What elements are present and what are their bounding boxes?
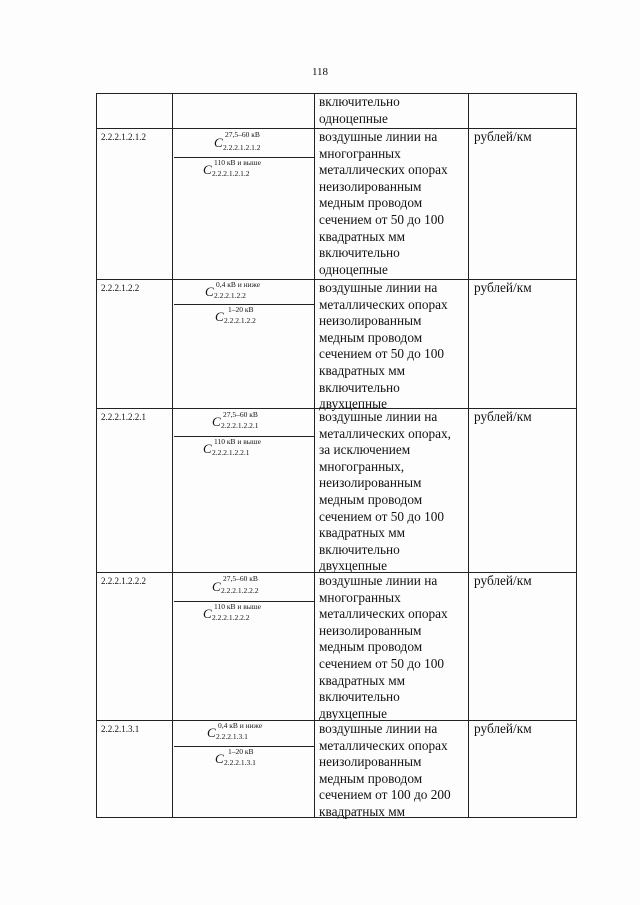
symbol-superscript: 1–20 кВ	[228, 305, 254, 314]
description-line: многогранных	[319, 145, 401, 161]
unit-cell: рублей/км	[474, 721, 532, 736]
description-cell	[315, 721, 469, 817]
symbol-cell	[174, 129, 315, 279]
unit-cell: рублей/км	[474, 409, 532, 424]
symbol-subscript: 2.2.2.1.2.2	[214, 291, 246, 300]
tariff-symbol	[174, 409, 314, 437]
symbol-superscript: 27,5–60 кВ	[223, 574, 258, 583]
description-line: сечением от 50 до 100	[319, 211, 445, 227]
description-cell	[315, 573, 469, 720]
description-cell	[315, 409, 469, 572]
code-cell: 2.2.2.1.2.2	[97, 280, 173, 408]
page-number: 118	[311, 66, 329, 78]
tariff-symbol	[174, 305, 314, 331]
symbol-base: C	[205, 284, 214, 299]
code-cell: 2.2.2.1.2.2.2	[97, 573, 173, 720]
table-row	[96, 93, 577, 128]
symbol-cell	[174, 721, 315, 817]
symbol-superscript: 27,5–60 кВ	[223, 410, 258, 419]
description-line: многогранных	[319, 589, 401, 605]
description-line: сечением от 50 до 100	[319, 346, 445, 362]
description-line: сечением от 50 до 100	[319, 508, 445, 524]
tariff-symbol	[174, 721, 314, 747]
unit-cell: рублей/км	[474, 129, 532, 144]
tariff-table	[96, 93, 577, 818]
symbol-subscript: 2.2.2.1.2.2.1	[212, 448, 250, 457]
symbol-subscript: 2.2.2.1.2.2.1	[221, 421, 259, 430]
table-row	[96, 279, 577, 412]
tariff-symbol	[174, 747, 314, 773]
symbol-superscript: 110 кВ и выше	[214, 602, 261, 611]
description-line: металлических опорах	[319, 296, 448, 312]
description-line: включительно	[319, 379, 400, 395]
symbol-base: C	[214, 135, 223, 150]
description-line: двухцепные	[319, 705, 387, 721]
symbol-base: C	[207, 725, 216, 740]
tariff-symbol	[174, 280, 314, 305]
description-line: воздушные линии на	[319, 573, 438, 588]
symbol-superscript: 0,4 кВ и ниже	[216, 280, 261, 289]
symbol-base: C	[203, 162, 212, 177]
tariff-symbol	[174, 573, 314, 602]
description-line: включительно	[319, 245, 400, 261]
symbol-cell	[174, 94, 315, 128]
description-line: квадратных мм	[319, 362, 406, 378]
table-row	[96, 408, 577, 572]
symbol-base: C	[212, 414, 221, 429]
code-cell: 2.2.2.1.2.1.2	[97, 129, 173, 279]
symbol-subscript: 2.2.2.1.2.1.2	[223, 143, 261, 152]
description-line: медным проводом	[319, 329, 423, 345]
code-cell: 2.2.2.1.2.2.1	[97, 409, 173, 572]
symbol-subscript: 2.2.2.1.3.1	[224, 758, 256, 767]
description-line: двухцепные	[319, 396, 387, 412]
table-row	[96, 720, 577, 818]
description-line: воздушные линии на	[319, 129, 438, 144]
description-line: включительно	[319, 541, 400, 557]
symbol-cell	[174, 280, 315, 408]
unit-cell	[470, 94, 576, 128]
table-row	[96, 572, 577, 720]
description-line: металлических опорах	[319, 737, 448, 753]
unit-cell: рублей/км	[474, 280, 532, 295]
symbol-superscript: 27,5–60 кВ	[225, 130, 260, 139]
symbol-subscript: 2.2.2.1.2.2.2	[221, 586, 259, 595]
tariff-symbol	[174, 129, 314, 158]
symbol-subscript: 2.2.2.1.2.2	[224, 316, 256, 325]
symbol-base: C	[212, 579, 221, 594]
description-line: неизолированным	[319, 313, 422, 329]
code-cell: 2.2.2.1.3.1	[97, 721, 173, 817]
description-line: медным проводом	[319, 639, 423, 655]
symbol-base: C	[215, 309, 224, 324]
description-line: одноцепные	[319, 261, 388, 277]
description-line: сечением от 100 до 200	[319, 787, 451, 803]
description-line: медным проводом	[319, 491, 423, 507]
tariff-symbol	[174, 602, 314, 628]
tariff-symbol	[174, 158, 314, 184]
symbol-base: C	[215, 751, 224, 766]
description-cell	[315, 94, 469, 128]
description-line: металлических опорах,	[319, 425, 452, 441]
description-line: неизолированным	[319, 754, 422, 770]
description-line: воздушные линии на	[319, 280, 438, 295]
tariff-symbol	[174, 437, 314, 463]
symbol-subscript: 2.2.2.1.3.1	[216, 732, 248, 741]
description-line: включительно	[319, 689, 400, 705]
symbol-superscript: 110 кВ и выше	[214, 158, 261, 167]
description-line: воздушные линии на	[319, 721, 438, 736]
symbol-cell	[174, 573, 315, 720]
code-cell	[97, 94, 173, 128]
description-line: металлических опорах	[319, 606, 448, 622]
description-line: медным проводом	[319, 770, 423, 786]
description-line: неизолированным	[319, 475, 422, 491]
description-line: одноцепные	[319, 110, 388, 126]
description-line: медным проводом	[319, 195, 423, 211]
symbol-base: C	[203, 441, 212, 456]
symbol-subscript: 2.2.2.1.2.2.2	[212, 613, 250, 622]
description-line: квадратных мм	[319, 228, 406, 244]
description-line: за исключением	[319, 442, 411, 458]
symbol-subscript: 2.2.2.1.2.1.2	[212, 169, 250, 178]
description-line: квадратных мм	[319, 803, 406, 819]
description-line: двухцепные	[319, 558, 387, 574]
symbol-superscript: 0,4 кВ и ниже	[218, 721, 263, 730]
description-line: металлических опорах	[319, 162, 448, 178]
description-line: неизолированным	[319, 622, 422, 638]
symbol-superscript: 110 кВ и выше	[214, 437, 261, 446]
description-line: неизолированным	[319, 178, 422, 194]
description-cell	[315, 280, 469, 412]
description-line: воздушные линии на	[319, 409, 438, 424]
description-cell	[315, 129, 469, 279]
unit-cell: рублей/км	[474, 573, 532, 588]
table-row	[96, 128, 577, 279]
description-line: многогранных,	[319, 458, 405, 474]
symbol-cell	[174, 409, 315, 572]
description-line: сечением от 50 до 100	[319, 655, 445, 671]
description-line: квадратных мм	[319, 672, 406, 688]
description-line: включительно	[319, 94, 400, 109]
symbol-base: C	[203, 606, 212, 621]
symbol-superscript: 1–20 кВ	[228, 747, 254, 756]
description-line: квадратных мм	[319, 525, 406, 541]
